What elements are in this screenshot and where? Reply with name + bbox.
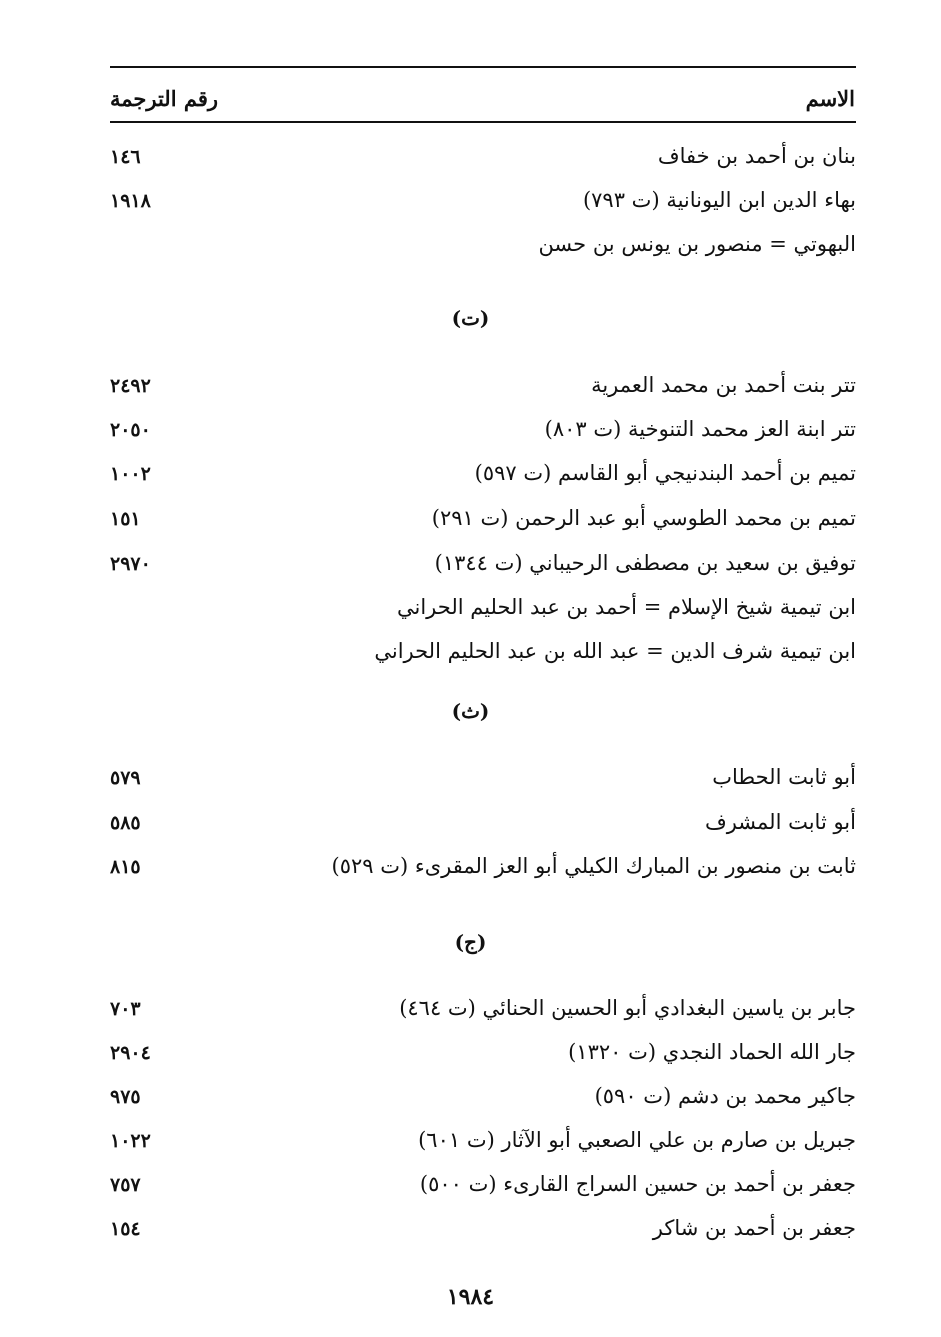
index-entry-row xyxy=(110,595,856,631)
entry-number: ٢٠٥٠ xyxy=(110,419,151,441)
section-heading: (ث) xyxy=(451,699,490,723)
entry-number: ٢٩٧٠ xyxy=(110,553,151,575)
entry-name: تميم بن أحمد البندنيجي أبو القاسم (ت ٥٩٧) xyxy=(474,461,856,485)
index-entry-row xyxy=(110,417,856,453)
entry-name: ابن تيمية شيخ الإسلام = أحمد بن عبد الحليم الحراني xyxy=(397,595,856,619)
entry-name: تتر ابنة العز محمد التنوخية (ت ٨٠٣) xyxy=(544,417,856,441)
entry-number: ١٠٠٢ xyxy=(110,463,151,485)
index-entry-row xyxy=(110,232,856,268)
entry-number: ١٥١ xyxy=(110,508,141,530)
index-entry-row xyxy=(110,1216,856,1252)
entry-number: ١٤٦ xyxy=(110,146,141,168)
entry-name: جاكير محمد بن دشم (ت ٥٩٠) xyxy=(594,1084,856,1108)
index-entry-row xyxy=(110,1084,856,1120)
entry-name: جار الله الحماد النجدي (ت ١٣٢٠) xyxy=(568,1040,856,1064)
entry-number: ٧٥٧ xyxy=(110,1174,141,1196)
index-entry-row xyxy=(110,810,856,846)
entry-number: ٥٨٥ xyxy=(110,812,141,834)
entry-name: جابر بن ياسين البغدادي أبو الحسين الحنائي (ت ٤٦٤) xyxy=(399,996,856,1020)
entry-name: بهاء الدين ابن اليونانية (ت ٧٩٣) xyxy=(582,188,856,212)
entry-number: ١٥٤ xyxy=(110,1218,141,1240)
entry-name: أبو ثابت المشرف xyxy=(704,810,856,834)
index-entry-row xyxy=(110,373,856,409)
entry-name: جعفر بن أحمد بن شاكر xyxy=(652,1216,856,1240)
index-entry-row xyxy=(110,188,856,224)
entry-name: تتر بنت أحمد بن محمد العمرية xyxy=(591,373,856,397)
index-entry-row xyxy=(110,854,856,890)
entry-name: ابن تيمية شرف الدين = عبد الله بن عبد الحليم الحراني xyxy=(374,639,856,663)
index-entry-row xyxy=(110,1172,856,1208)
entry-number: ١٠٢٢ xyxy=(110,1130,151,1152)
index-entry-row xyxy=(110,1040,856,1076)
entry-number: ٢٤٩٢ xyxy=(110,375,151,397)
entry-number: ٧٠٣ xyxy=(110,998,141,1020)
entry-number: ٢٩٠٤ xyxy=(110,1042,151,1064)
entry-name: جعفر بن أحمد بن حسين السراج القارىء (ت ٥٠٠) xyxy=(419,1172,856,1196)
entry-name: توفيق بن سعيد بن مصطفى الرحيباني (ت ١٣٤٤) xyxy=(434,551,856,575)
index-entry-row xyxy=(110,461,856,497)
section-heading: (ج) xyxy=(454,930,487,954)
section-heading: (ت) xyxy=(451,306,490,330)
entry-name: ثابت بن منصور بن المبارك الكيلي أبو العز المقرىء (ت ٥٢٩) xyxy=(331,854,856,878)
entry-name: أبو ثابت الحطاب xyxy=(712,765,856,789)
index-entry-row xyxy=(110,996,856,1032)
name-column-header: الاسم xyxy=(805,86,855,111)
page-number: ١٩٨٤ xyxy=(446,1284,495,1310)
index-entry-row xyxy=(110,144,856,180)
entry-name: بنان بن أحمد بن خفاف xyxy=(657,144,856,168)
index-entry-row xyxy=(110,506,856,542)
index-entry-row xyxy=(110,1128,856,1164)
entry-name: البهوتي = منصور بن يونس بن حسن xyxy=(538,232,856,256)
number-column-header: رقم الترجمة xyxy=(110,86,219,111)
entry-number: ١٩١٨ xyxy=(110,190,151,212)
index-entry-row xyxy=(110,551,856,587)
index-entry-row xyxy=(110,765,856,801)
entry-name: جبريل بن صارم بن علي الصعبي أبو الآثار (ت ٦٠١) xyxy=(418,1128,856,1152)
entry-number: ٩٧٥ xyxy=(110,1086,141,1108)
entry-number: ٨١٥ xyxy=(110,856,141,878)
entry-name: تميم بن محمد الطوسي أبو عبد الرحمن (ت ٢٩١) xyxy=(431,506,856,530)
entry-number: ٥٧٩ xyxy=(110,767,141,789)
index-entry-row xyxy=(110,639,856,675)
